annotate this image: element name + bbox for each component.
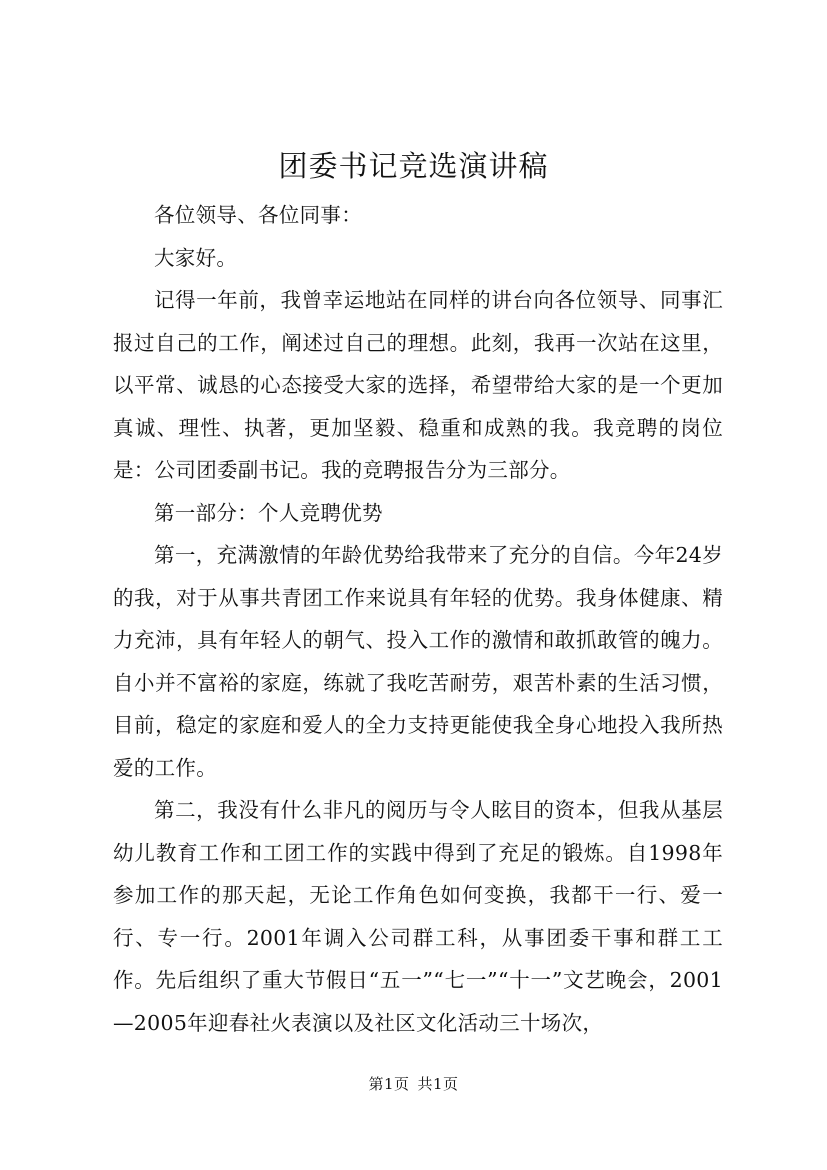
intro-paragraph: 记得一年前，我曾幸运地站在同样的讲台向各位领导、同事汇报过自己的工作，阐述过自己的理想。此刻，我再一次站在这里，以平常、诚恳的心态接受大家的选择，希望带给大家的是一个更加真诚、理性、执著，更加坚毅、稳重和成熟的我。我竞聘的岗位是：公司团委副书记。我的竞聘报告分为三部分。: [113, 288, 723, 482]
page-footer: [0, 1074, 827, 1094]
document-title: 团委书记竞选演讲稿: [278, 149, 549, 183]
second-point-paragraph: 第二，我没有什么非凡的阅历与令人眩目的资本，但我从基层幼儿教育工作和工团工作的实践中得到了充足的锻炼。自1998年参加工作的那天起，无论工作角色如何变换，我都干一行、爱一行、专一行。2001年调入公司群工科，从事团委干事和群工工作。先后组织了重大节假日“五一”“七一”“十一”文艺晚会，2001—2005年迎春社火表演以及社区文化活动三十场次，: [113, 798, 723, 1035]
section-heading: 第一部分：个人竞聘优势: [154, 500, 383, 525]
page-total: 共1页: [417, 1075, 459, 1093]
salutation-paragraph: 各位领导、各位同事：: [154, 203, 362, 227]
document-body: [113, 194, 723, 1044]
page-number: 第1页: [368, 1075, 410, 1093]
first-point-paragraph: 第一，充满激情的年龄优势给我带来了充分的自信。今年24岁的我，对于从事共青团工作来说具有年轻的优势。我身体健康、精力充沛，具有年轻人的朝气、投入工作的激情和敢抓敢管的魄力。自小并不富裕的家庭，练就了我吃苦耐劳，艰苦朴素的生活习惯，目前，稳定的家庭和爱人的全力支持更能使我全身心地投入我所热爱的工作。: [113, 543, 723, 780]
greeting-paragraph: 大家好。: [154, 245, 238, 270]
